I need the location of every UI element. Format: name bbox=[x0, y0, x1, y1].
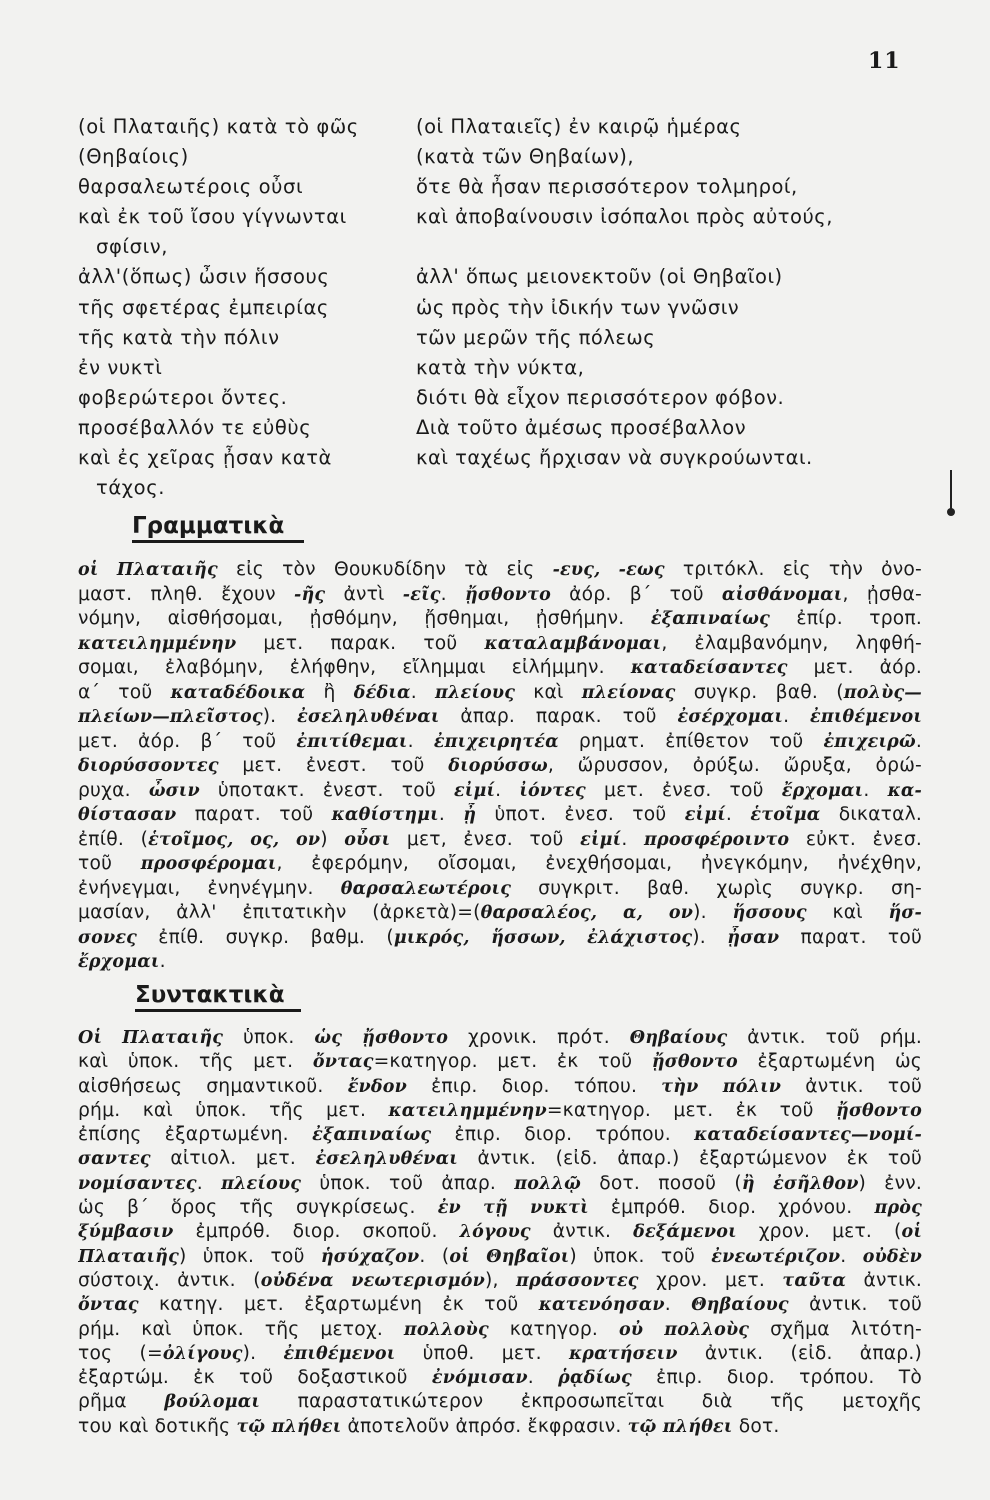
grammar-heading: Γραμματικὰ bbox=[132, 512, 304, 543]
translation-line bbox=[416, 232, 916, 262]
translation-line: κατὰ τὴν νύκτα, bbox=[416, 355, 585, 379]
syntax-line: ἐξαρτώμ. ἐκ τοῦ δοξαστικοῦ ἐνόμισαν. ῥᾳδίως ἐπιρ. διορ. τρόπου. Τὸ bbox=[78, 1367, 922, 1389]
source-line: φοβερώτεροι ὄντες. bbox=[78, 385, 288, 409]
grammar-line: ἐνήνεγμαι, ἐνηνέγμην. θαρσαλεωτέροις συγκριτ. βαθ. χωρὶς συγκρ. ση- bbox=[78, 877, 922, 899]
grammar-line: ρυχα. ὦσιν ὑποτακτ. ἐνεστ. τοῦ εἰμί. ἰόντες μετ. ἐνεσ. τοῦ ἔρχομαι. κα- bbox=[78, 779, 922, 801]
source-line: προσέβαλλόν τε εὐθὺς bbox=[78, 415, 312, 439]
grammar-line: διορύσσοντες μετ. ἐνεστ. τοῦ διορύσσω, ὤρυσσον, ὀρύξω. ὤρυξα, ὀρώ- bbox=[78, 755, 922, 776]
syntax-line: ὡς β΄ ὅρος τῆς συγκρίσεως. ἐν τῇ νυκτὶ ἐμπρόθ. διορ. χρόνου. πρὸς bbox=[78, 1197, 922, 1219]
source-line: θαρσαλεωτέροις οὖσι bbox=[78, 175, 304, 199]
source-line: τῆς κατὰ τὴν πόλιν bbox=[78, 325, 280, 349]
syntax-line: Πλαταιῆς) ὑποκ. τοῦ ἡσύχαζον. (οἱ Θηβαῖοι) ὑποκ. τοῦ ἐνεωτέριζον. οὐδὲν bbox=[78, 1245, 922, 1267]
grammar-line: α΄ τοῦ καταδέδοικα ἢ δέδια. πλείους καὶ πλείονας συγκρ. βαθ. (πολὺς— bbox=[78, 681, 922, 703]
source-line: (οἱ Πλαταιῆς) κατὰ τὸ φῶς bbox=[78, 115, 359, 138]
translation-line: (οἱ Πλαταιεῖς) ἐν καιρῷ ἡμέρας bbox=[416, 115, 742, 138]
translation-line: ἀλλ' ὅπως μειονεκτοῦν (οἱ Θηβαῖοι) bbox=[416, 265, 783, 289]
syntax-line: ἐπίσης ἐξαρτωμένη. ἐξαπιναίως ἐπιρ. διορ. τρόπου. καταδείσαντες—νομί- bbox=[78, 1124, 922, 1146]
syntax-line: νομίσαντες. πλείους ὑποκ. τοῦ ἀπαρ. πολλῷ δοτ. ποσοῦ (ἢ ἐσῆλθον) ἐνν. bbox=[78, 1172, 922, 1194]
syntax-line: τος (=ὀλίγους). ἐπιθέμενοι ὑποθ. μετ. κρατήσειν ἀντικ. (εἰδ. ἀπαρ.) bbox=[78, 1342, 922, 1364]
translation-line: ὅτε θὰ ἦσαν περισσότερον τολμηροί, bbox=[416, 175, 798, 199]
syntax-line: Οἱ Πλαταιῆς ὑποκ. ὡς ᾔσθοντο χρονικ. πρότ. Θηβαίους ἀντικ. τοῦ ρήμ. bbox=[78, 1027, 922, 1048]
grammar-line: σονες ἐπίθ. συγκρ. βαθμ. (μικρός, ἥσσων, ἐλάχιστος). ᾖσαν παρατ. τοῦ bbox=[78, 926, 922, 948]
syntax-line: ρήμ. καὶ ὑποκ. τῆς μετοχ. πολλοὺς κατηγορ. οὐ πολλοὺς σχῆμα λιτότη- bbox=[78, 1318, 922, 1340]
translation-line: διότι θὰ εἶχον περισσότερον φόβον. bbox=[416, 385, 785, 409]
syntax-line: ὄντας κατηγ. μετ. ἐξαρτωμένη ἐκ τοῦ κατενόησαν. Θηβαίους ἀντικ. τοῦ bbox=[78, 1294, 922, 1316]
source-line: σφίσιν, bbox=[96, 235, 169, 259]
grammar-line: θίστασαν παρατ. τοῦ καθίστημι. ᾖ ὑποτ. ἐνεσ. τοῦ εἰμί. ἑτοῖμα δικαταλ. bbox=[78, 804, 922, 825]
grammar-line: μαστ. πληθ. ἔχουν -ῆς ἀντὶ -εῖς. ᾔσθοντο ἀόρ. β΄ τοῦ αἰσθάνομαι, ᾐσθα- bbox=[78, 583, 922, 605]
translation-line: καὶ ταχέως ἤρχισαν νὰ συγκρούωνται. bbox=[416, 446, 813, 470]
source-line: τῆς σφετέρας ἐμπειρίας bbox=[78, 295, 329, 319]
grammar-line: οἱ Πλαταιῆς εἰς τὸν Θουκυδίδην τὰ εἰς -ευς, -εως τριτόκλ. εἰς τὴν ὀνο- bbox=[78, 559, 922, 580]
syntax-line: ρήμ. καὶ ὑποκ. τῆς μετ. κατειλημμένην=κατηγορ. μετ. ἐκ τοῦ ᾔσθοντο bbox=[78, 1099, 922, 1121]
grammar-line: νόμην, αἰσθήσομαι, ᾐσθόμην, ᾔσθημαι, ᾐσθήμην. ἐξαπιναίως ἐπίρ. τροπ. bbox=[78, 608, 922, 629]
source-line: τάχος. bbox=[96, 476, 166, 500]
page-number: 11 bbox=[868, 48, 901, 74]
grammar-line: ἔρχομαι. bbox=[78, 951, 166, 972]
translation-line: Διὰ τοῦτο ἀμέσως προσέβαλλον bbox=[416, 415, 747, 439]
syntax-heading: Συντακτικὰ bbox=[135, 981, 301, 1012]
syntax-line: ρῆμα βούλομαι παραστατικώτερον ἐκπροσωπεῖται διὰ τῆς μετοχῆς bbox=[78, 1391, 922, 1413]
translation-line: τῶν μερῶν τῆς πόλεως bbox=[416, 325, 656, 349]
syntax-line: του καὶ δοτικῆς τῷ πλήθει ἀποτελοῦν ἀπρόσ. ἔκφρασιν. τῷ πλήθει δοτ. bbox=[78, 1415, 780, 1437]
margin-mark bbox=[950, 470, 952, 512]
syntax-line: αἰσθήσεως σημαντικοῦ. ἔνδον ἐπιρ. διορ. τόπου. τὴν πόλιν ἀντικ. τοῦ bbox=[78, 1075, 922, 1097]
grammar-line: πλείων—πλεῖστος). ἐσεληλυθέναι ἀπαρ. παρακ. τοῦ ἐσέρχομαι. ἐπιθέμενοι bbox=[78, 706, 922, 727]
grammar-line: σομαι, ἐλαβόμην, ἐλήφθην, εἴλημμαι εἰλήμμην. καταδείσαντες μετ. ἀόρ. bbox=[78, 657, 922, 678]
syntax-line: σαντες αἰτιολ. μετ. ἐσεληλυθέναι ἀντικ. (εἰδ. ἀπαρ.) ἐξαρτώμενον ἐκ τοῦ bbox=[78, 1148, 922, 1170]
grammar-line: μετ. ἀόρ. β΄ τοῦ ἐπιτίθεμαι. ἐπιχειρητέα ρηματ. ἐπίθετον τοῦ ἐπιχειρῶ. bbox=[78, 730, 922, 752]
source-line: καὶ ἐς χεῖρας ᾖσαν κατὰ bbox=[78, 446, 333, 470]
syntax-line: καὶ ὑποκ. τῆς μετ. ὄντας=κατηγορ. μετ. ἐκ τοῦ ᾔσθοντο ἐξαρτωμένη ὡς bbox=[78, 1051, 922, 1073]
translation-line: καὶ ἀποβαίνουσιν ἰσόπαλοι πρὸς αὐτούς, bbox=[416, 205, 833, 229]
source-line: (Θηβαίοις) bbox=[78, 145, 189, 169]
translation-column bbox=[416, 112, 916, 473]
source-line: καὶ ἐκ τοῦ ἴσου γίγνωνται bbox=[78, 205, 347, 229]
grammar-line: μασίαν, ἀλλ' ἐπιτατικὴν (ἀρκετὰ)=(θαρσαλέος, α, ον). ἥσσους καὶ ἥσ- bbox=[78, 902, 922, 923]
grammar-line: ἐπίθ. (ἑτοῖμος, ος, ον) οὖσι μετ, ἐνεσ. τοῦ εἰμί. προσφέροιντο εὐκτ. ἐνεσ. bbox=[78, 828, 922, 850]
source-line: ἀλλ'(ὅπως) ὦσιν ἥσσους bbox=[78, 265, 330, 289]
greek-source-column bbox=[78, 112, 408, 503]
source-line: ἐν νυκτὶ bbox=[78, 355, 163, 379]
grammar-line: τοῦ προσφέρομαι, ἐφερόμην, οἴσομαι, ἐνεχθήσομαι, ἠνεγκόμην, ἠνέχθην, bbox=[78, 853, 922, 874]
syntax-notes bbox=[78, 1026, 922, 1439]
syntax-line: ξύμβασιν ἐμπρόθ. διορ. σκοποῦ. λόγους ἀντικ. δεξάμενοι χρον. μετ. (οἱ bbox=[78, 1221, 922, 1243]
translation-line: ὡς πρὸς τὴν ἰδικήν των γνῶσιν bbox=[416, 295, 740, 319]
grammar-line: κατειλημμένην μετ. παρακ. τοῦ καταλαμβάνομαι, ἐλαμβανόμην, ληφθή- bbox=[78, 632, 922, 654]
syntax-line: σύστοιχ. ἀντικ. (οὐδένα νεωτερισμόν), πράσσοντες χρον. μετ. ταῦτα ἀντικ. bbox=[78, 1269, 922, 1291]
grammar-notes bbox=[78, 558, 922, 975]
translation-line: (κατὰ τῶν Θηβαίων), bbox=[416, 145, 635, 169]
